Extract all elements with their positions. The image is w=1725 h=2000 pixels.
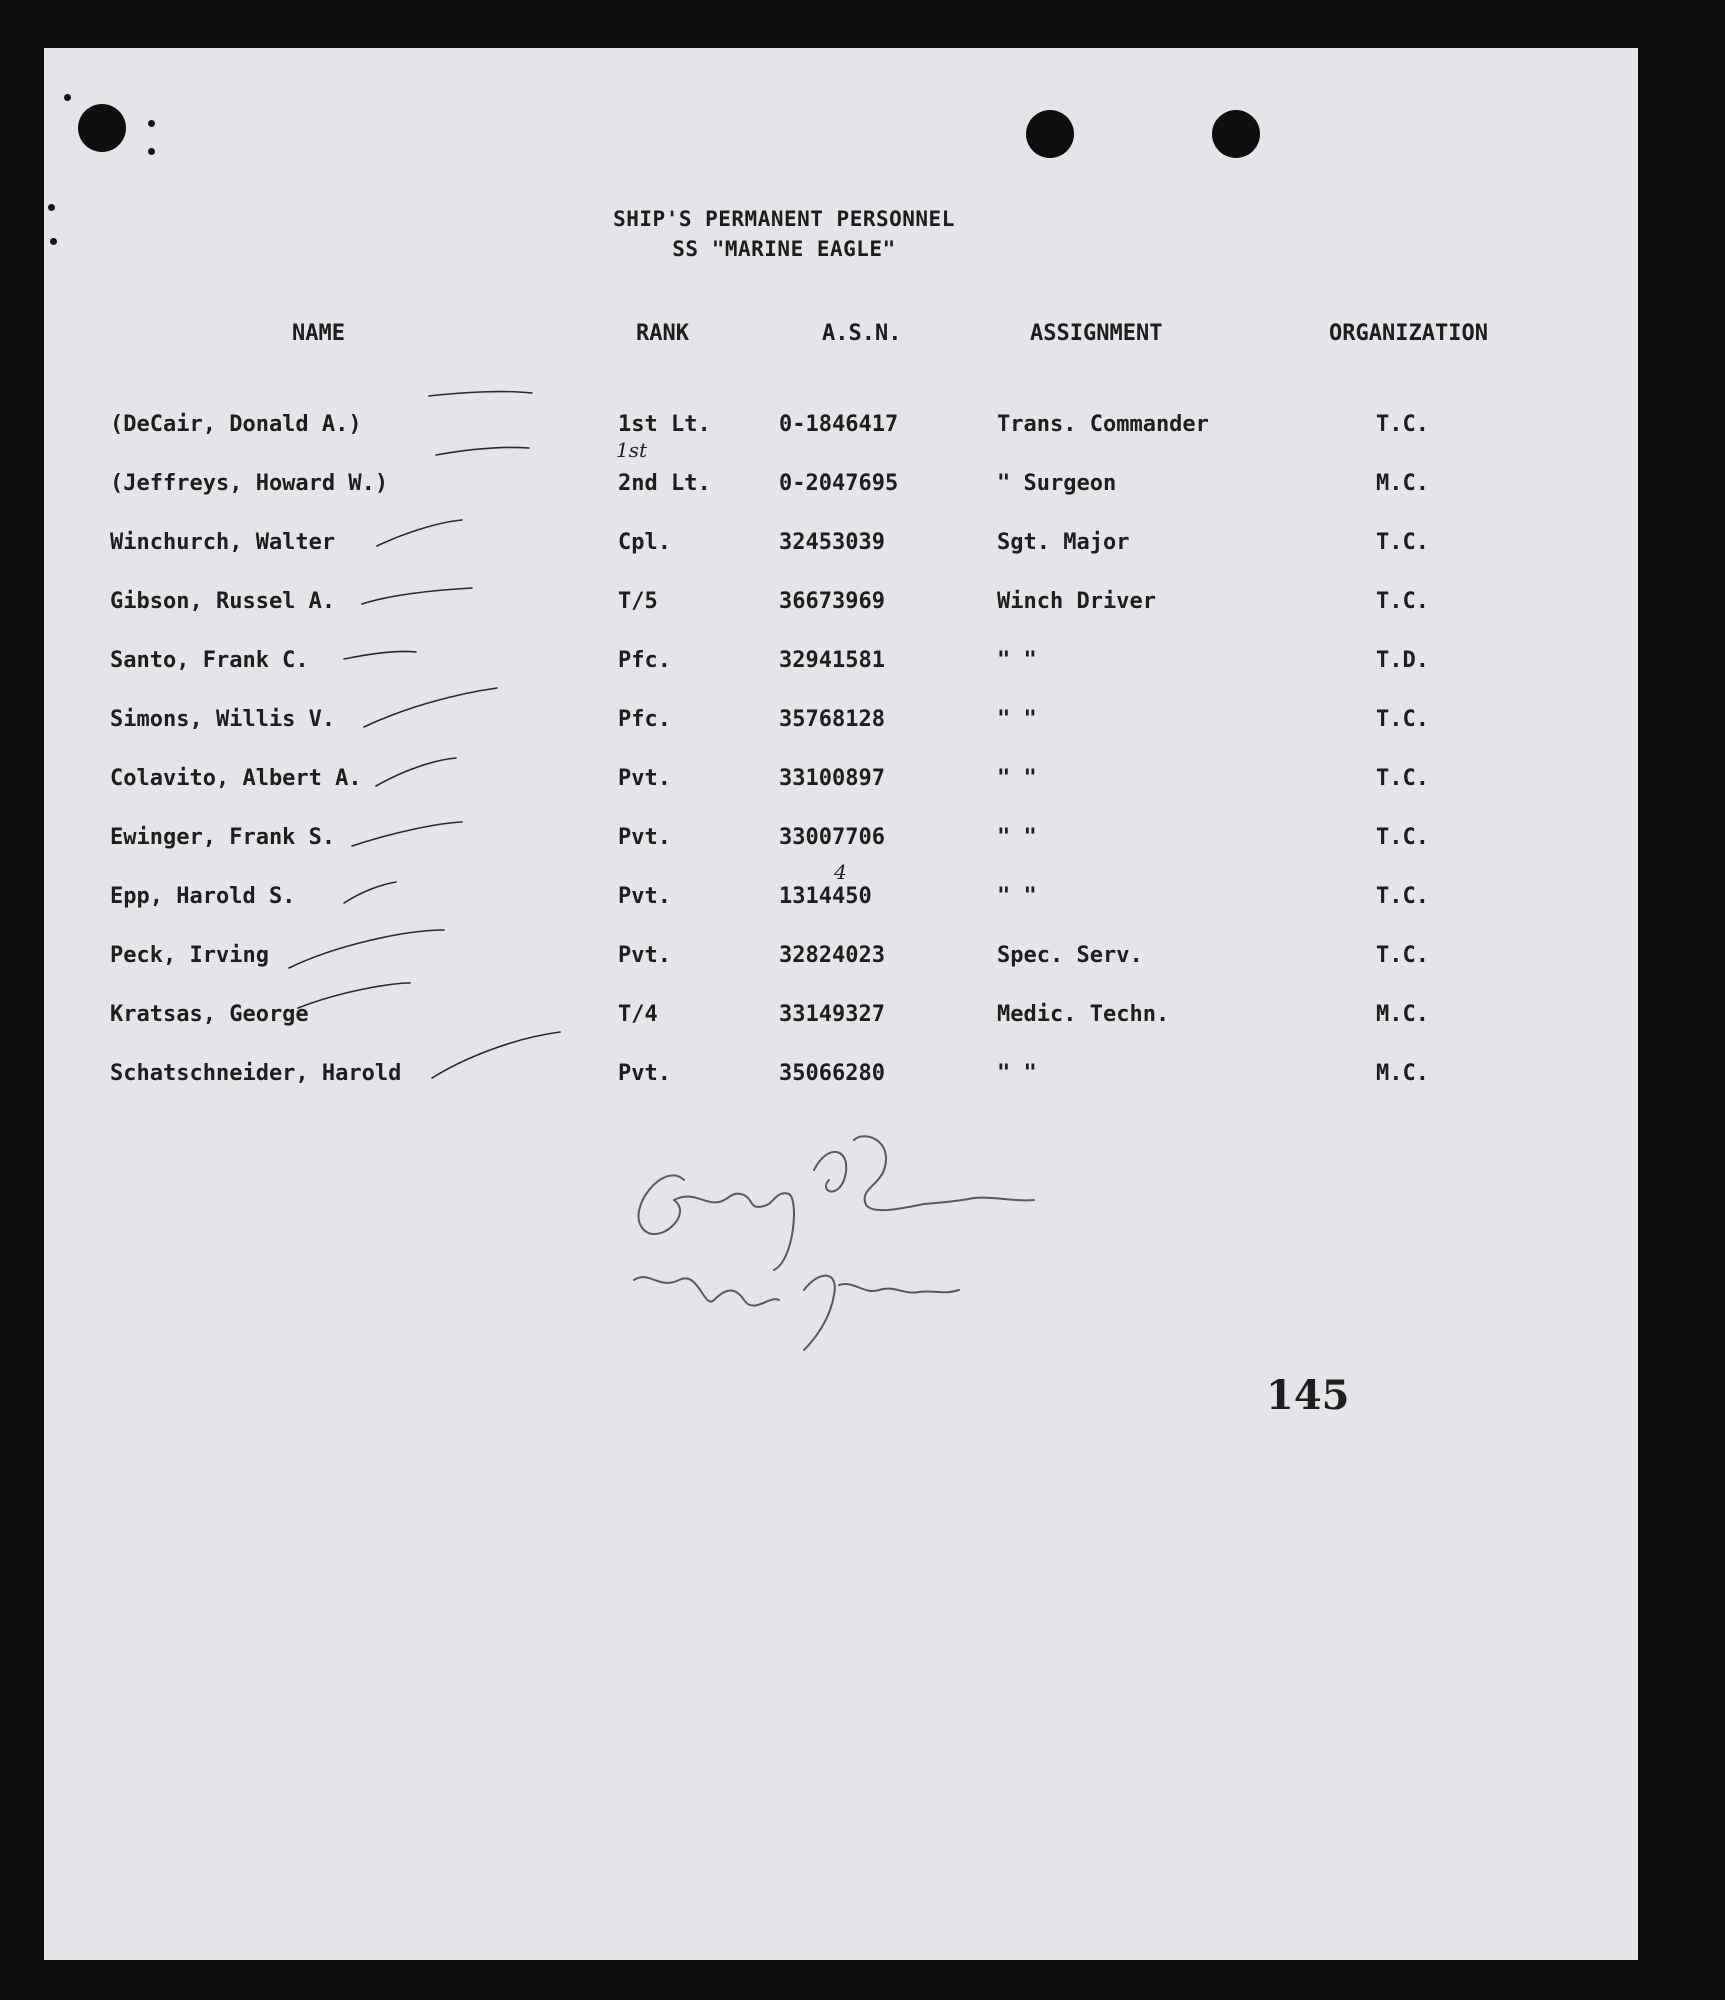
table-cell-name: Gibson, Russel A. xyxy=(110,589,336,614)
checkmark-strokes xyxy=(44,48,1638,1960)
table-cell-asn: 36673969 xyxy=(779,589,885,614)
column-header-name: NAME xyxy=(292,321,345,346)
page-number: 145 xyxy=(1266,1372,1350,1419)
table-cell-assignment: " " xyxy=(997,884,1037,909)
table-cell-organization: M.C. xyxy=(1376,1061,1429,1086)
table-cell-name: Simons, Willis V. xyxy=(110,707,336,732)
table-cell-name: Epp, Harold S. xyxy=(110,884,296,909)
document-page xyxy=(44,48,1638,1960)
table-cell-rank: Pfc. xyxy=(618,648,671,673)
column-header-asn: A.S.N. xyxy=(822,321,902,346)
table-cell-name: Peck, Irving xyxy=(110,943,269,968)
table-cell-rank: Pfc. xyxy=(618,707,671,732)
table-cell-assignment: Trans. Commander xyxy=(997,412,1209,437)
table-cell-rank: Pvt. xyxy=(618,884,671,909)
table-cell-asn: 33100897 xyxy=(779,766,885,791)
table-cell-asn: 1314450 xyxy=(779,884,872,909)
table-cell-organization: T.C. xyxy=(1376,825,1429,850)
table-cell-organization: T.C. xyxy=(1376,412,1429,437)
table-cell-rank: Pvt. xyxy=(618,766,671,791)
table-cell-assignment: " " xyxy=(997,1061,1037,1086)
table-cell-organization: T.C. xyxy=(1376,707,1429,732)
table-cell-rank: 2nd Lt. xyxy=(618,471,711,496)
table-cell-organization: T.C. xyxy=(1376,530,1429,555)
table-cell-organization: T.C. xyxy=(1376,766,1429,791)
column-header-rank: RANK xyxy=(636,321,689,346)
table-cell-assignment: " " xyxy=(997,766,1037,791)
column-header-organization: ORGANIZATION xyxy=(1329,321,1488,346)
table-cell-organization: T.C. xyxy=(1376,884,1429,909)
table-cell-assignment: " Surgeon xyxy=(997,471,1117,496)
table-cell-asn: 33007706 xyxy=(779,825,885,850)
table-cell-name: Santo, Frank C. xyxy=(110,648,309,673)
table-cell-asn: 0-1846417 xyxy=(779,412,899,437)
table-cell-name: Ewinger, Frank S. xyxy=(110,825,336,850)
table-cell-asn: 35066280 xyxy=(779,1061,885,1086)
handwritten-asn-correction: 4 xyxy=(834,860,847,884)
table-cell-name: Kratsas, George xyxy=(110,1002,309,1027)
table-cell-rank: Pvt. xyxy=(618,825,671,850)
table-cell-name: Schatschneider, Harold xyxy=(110,1061,402,1086)
table-cell-organization: T.C. xyxy=(1376,943,1429,968)
table-cell-assignment: Medic. Techn. xyxy=(997,1002,1170,1027)
table-cell-asn: 32824023 xyxy=(779,943,885,968)
table-cell-rank: Pvt. xyxy=(618,1061,671,1086)
title-line-2: SS "MARINE EAGLE" xyxy=(672,237,896,261)
table-cell-asn: 33149327 xyxy=(779,1002,885,1027)
table-cell-rank: T/4 xyxy=(618,1002,658,1027)
title-line-1: SHIP'S PERMANENT PERSONNEL xyxy=(613,207,955,231)
table-cell-asn: 0-2047695 xyxy=(779,471,899,496)
table-cell-assignment: Winch Driver xyxy=(997,589,1156,614)
table-cell-organization: T.C. xyxy=(1376,589,1429,614)
table-cell-rank: Pvt. xyxy=(618,943,671,968)
table-cell-name: Winchurch, Walter xyxy=(110,530,336,555)
table-cell-assignment: " " xyxy=(997,825,1037,850)
table-cell-assignment: " " xyxy=(997,707,1037,732)
table-cell-organization: M.C. xyxy=(1376,1002,1429,1027)
table-cell-asn: 35768128 xyxy=(779,707,885,732)
table-cell-organization: M.C. xyxy=(1376,471,1429,496)
table-cell-asn: 32453039 xyxy=(779,530,885,555)
table-cell-rank: 1st Lt. xyxy=(618,412,711,437)
table-cell-assignment: Spec. Serv. xyxy=(997,943,1143,968)
table-cell-name: (DeCair, Donald A.) xyxy=(110,412,362,437)
table-cell-assignment: Sgt. Major xyxy=(997,530,1130,555)
table-cell-asn: 32941581 xyxy=(779,648,885,673)
table-cell-name: Colavito, Albert A. xyxy=(110,766,362,791)
table-cell-rank: T/5 xyxy=(618,589,658,614)
table-cell-assignment: " " xyxy=(997,648,1037,673)
signature-image xyxy=(604,1120,1074,1370)
handwritten-rank-correction: 1st xyxy=(616,438,648,462)
table-cell-rank: Cpl. xyxy=(618,530,671,555)
table-cell-organization: T.D. xyxy=(1376,648,1429,673)
column-header-assignment: ASSIGNMENT xyxy=(1030,321,1163,346)
table-cell-name: (Jeffreys, Howard W.) xyxy=(110,471,389,496)
